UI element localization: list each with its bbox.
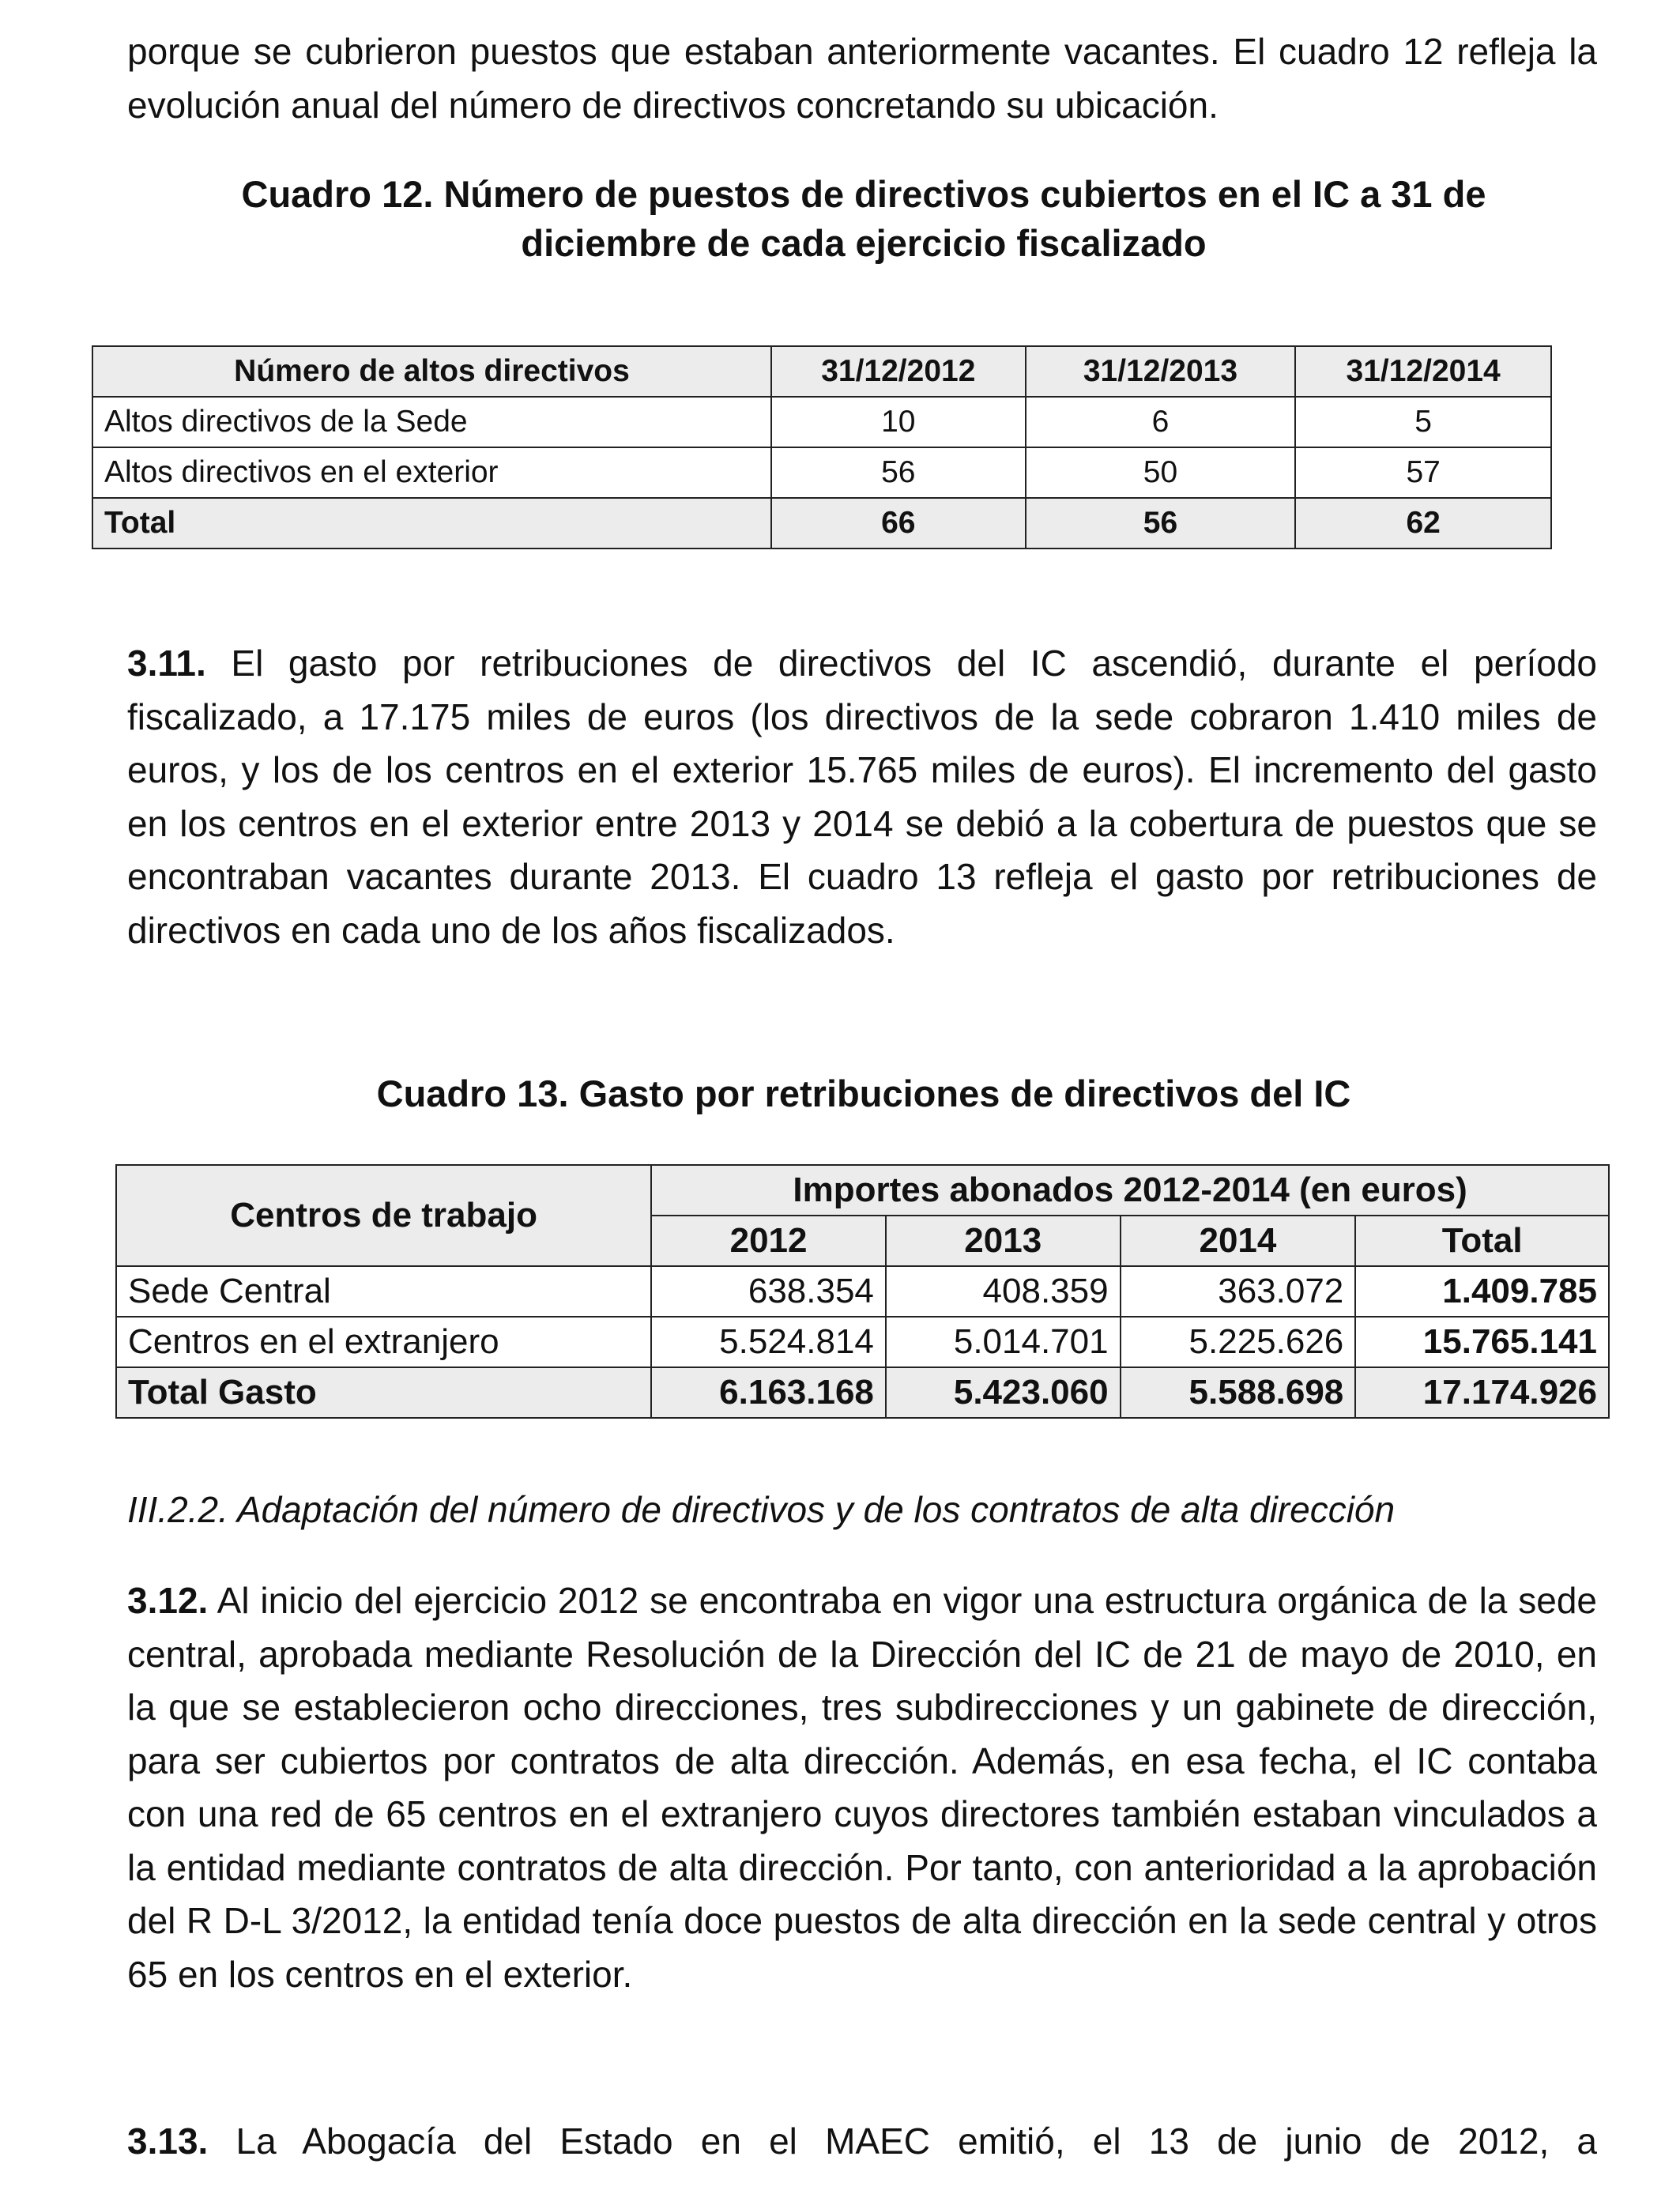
table-header-row <box>116 1165 1609 1216</box>
cuadro13-title: Cuadro 13. Gasto por retribuciones de directivos del IC <box>376 1072 1351 1114</box>
cuadro13-table <box>115 1164 1610 1419</box>
row-label: Altos directivos de la Sede <box>92 397 771 447</box>
cuadro12-title-line1: Cuadro 12. Número de puestos de directivos cubiertos en el IC a 31 de <box>241 173 1486 215</box>
header-cell: 31/12/2013 <box>1026 346 1296 397</box>
table-total-row <box>116 1367 1609 1418</box>
header-cell: 31/12/2014 <box>1295 346 1551 397</box>
table-total-row <box>92 498 1551 548</box>
row-label: Total Gasto <box>116 1367 651 1418</box>
table-cell: 17.174.926 <box>1355 1367 1609 1418</box>
row-label: Centros en el extranjero <box>116 1317 651 1367</box>
intro-paragraph: porque se cubrieron puestos que estaban anteriormente vacantes. El cuadro 12 refleja la evolución anual del número de directivos concretando su ubicación. <box>127 31 1597 126</box>
cuadro12-table <box>92 345 1552 549</box>
table-cell: 62 <box>1295 498 1551 548</box>
table-row <box>116 1266 1609 1317</box>
paragraph-number: 3.12. <box>127 1580 209 1621</box>
paragraph-3-12: 3.12. Al inicio del ejercicio 2012 se encontraba en vigor una estructura orgánica de la sede central, aprobada mediante Resolución de la Dirección del IC de 21 de mayo de 2010, en la que se establecieron ocho direcciones, tres subdirecciones y un gabinete de dirección, para ser cubiertos por contratos de alta dirección. Además, en esa fecha, el IC contaba con una red de 65 centros en el extranjero cuyos directores también estaban vinculados a la entidad mediante contratos de alta dirección. Por tanto, con anterioridad a la aprobación del R D-L 3/2012, la entidad tenía doce puestos de alta dirección en la sede central y otros 65 en los centros en el exterior. <box>127 1580 1597 1995</box>
table-cell: 66 <box>771 498 1026 548</box>
table-row <box>92 447 1551 498</box>
row-label: Total <box>92 498 771 548</box>
section-heading: III.2.2. Adaptación del número de directivos y de los contratos de alta dirección <box>127 1489 1396 1530</box>
cuadro12-title-line2: diciembre de cada ejercicio fiscalizado <box>521 222 1207 264</box>
paragraph-3-13: 3.13. La Abogacía del Estado en el MAEC emitió, el 13 de junio de 2012, a <box>127 2120 1597 2162</box>
table-cell: 6 <box>1026 397 1296 447</box>
table-cell: 1.409.785 <box>1355 1266 1609 1317</box>
table-cell: 56 <box>1026 498 1296 548</box>
table-cell: 5.225.626 <box>1121 1317 1356 1367</box>
paragraph-number: 3.13. <box>127 2120 209 2162</box>
header-cell: 2014 <box>1121 1216 1356 1266</box>
header-cell: 2012 <box>651 1216 886 1266</box>
header-cell: Número de altos directivos <box>92 346 771 397</box>
table-row <box>116 1317 1609 1367</box>
paragraph-number: 3.11. <box>127 643 206 684</box>
header-cell: Importes abonados 2012-2014 (en euros) <box>651 1165 1609 1216</box>
table-cell: 5.423.060 <box>886 1367 1121 1418</box>
table-cell: 5 <box>1295 397 1551 447</box>
cuadro12-title <box>111 170 1617 268</box>
table-cell: 57 <box>1295 447 1551 498</box>
header-cell: 31/12/2012 <box>771 346 1026 397</box>
table-cell: 638.354 <box>651 1266 886 1317</box>
table-row <box>92 397 1551 447</box>
table-cell: 15.765.141 <box>1355 1317 1609 1367</box>
row-label: Sede Central <box>116 1266 651 1317</box>
table-header-row <box>92 346 1551 397</box>
table-cell: 6.163.168 <box>651 1367 886 1418</box>
table-cell: 5.524.814 <box>651 1317 886 1367</box>
paragraph-3-11: 3.11. El gasto por retribuciones de directivos del IC ascendió, durante el período fiscalizado, a 17.175 miles de euros (los directivos de la sede cobraron 1.410 miles de euros, y los de los centros en el exterior 15.765 miles de euros). El incremento del gasto en los centros en el exterior entre 2013 y 2014 se debió a la cobertura de puestos que se encontraban vacantes durante 2013. El cuadro 13 refleja el gasto por retribuciones de directivos en cada uno de los años fiscalizados. <box>127 643 1597 951</box>
table-cell: 10 <box>771 397 1026 447</box>
header-cell: Total <box>1355 1216 1609 1266</box>
table-cell: 363.072 <box>1121 1266 1356 1317</box>
header-cell: 2013 <box>886 1216 1121 1266</box>
table-cell: 5.588.698 <box>1121 1367 1356 1418</box>
table-cell: 5.014.701 <box>886 1317 1121 1367</box>
row-label: Altos directivos en el exterior <box>92 447 771 498</box>
header-cell: Centros de trabajo <box>116 1165 651 1266</box>
table-cell: 50 <box>1026 447 1296 498</box>
table-cell: 56 <box>771 447 1026 498</box>
table-cell: 408.359 <box>886 1266 1121 1317</box>
